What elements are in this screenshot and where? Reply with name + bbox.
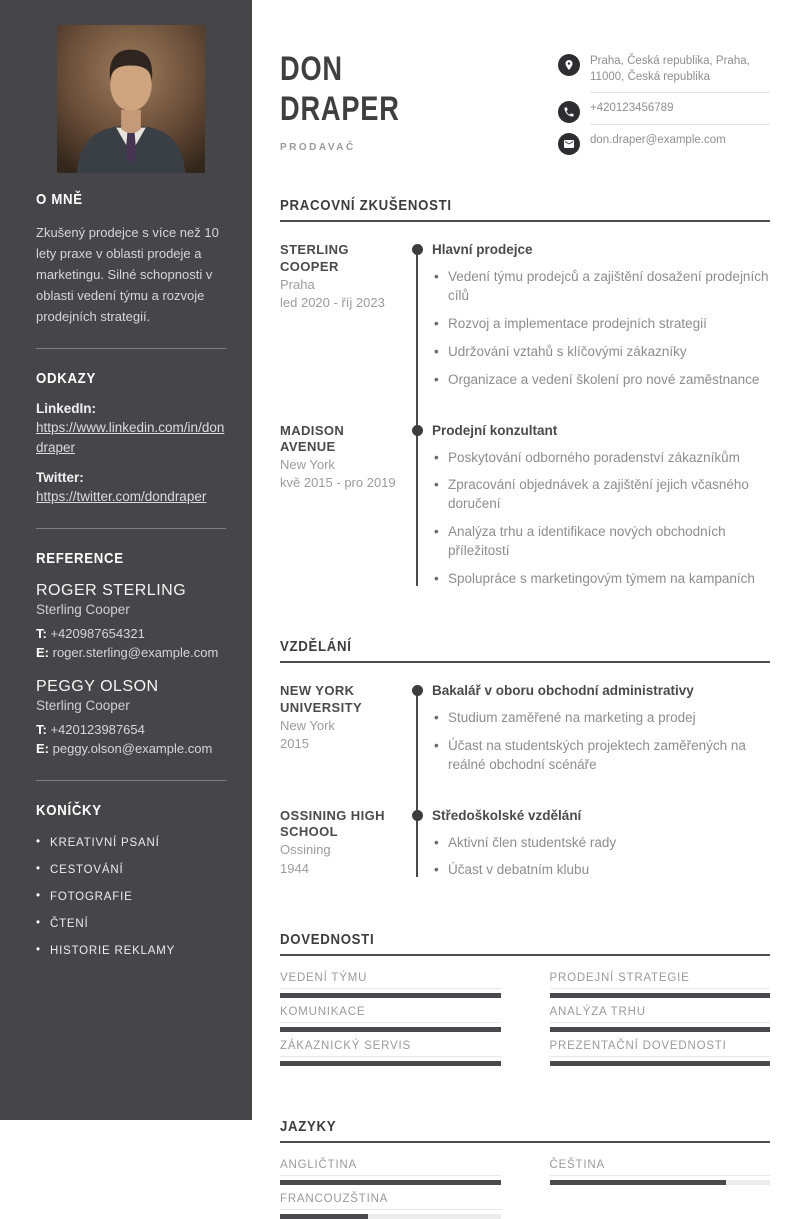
entry-dates: 2015 [280, 735, 309, 751]
education-section [280, 638, 770, 889]
language-item [280, 1193, 501, 1219]
first-name: DON [280, 50, 343, 88]
email-value: roger.sterling@example.com [52, 645, 219, 661]
education-entry [280, 808, 770, 890]
education-entry [280, 683, 770, 784]
skill-label: PRODEJNÍ STRATEGIE [550, 972, 771, 989]
job-title: PRODAVAČ [280, 141, 356, 153]
bullet-item: • Vedení týmu prodejců a zajištění dosažení prodejních cílů [432, 268, 770, 306]
school-location: New York [280, 717, 335, 733]
entry-dates: kvě 2015 - pro 2019 [280, 475, 396, 491]
reference-email [36, 643, 226, 663]
location-icon [558, 54, 580, 76]
contact-block [558, 54, 770, 163]
reference-name: PEGGY OLSON [36, 677, 159, 695]
skills-section [280, 931, 770, 1066]
bullet-item: • Spolupráce s marketingovým týmem na kampaních [432, 570, 770, 589]
email-label: E: [36, 741, 49, 757]
language-item [280, 1159, 501, 1185]
email-text: don.draper@example.com [590, 133, 726, 146]
linkedin-label: LinkedIn: [36, 401, 96, 417]
main-content [252, 0, 794, 1206]
skill-item [550, 1040, 771, 1066]
references-heading: REFERENCE [36, 549, 124, 567]
language-bar [280, 1180, 501, 1185]
hobby-item: • ČTENÍ [36, 918, 226, 930]
phone-value: +420987654321 [50, 625, 145, 641]
timeline-dot [412, 244, 423, 255]
bullet-item: • Aktivní člen studentské rady [432, 834, 770, 853]
references-section [36, 550, 226, 759]
hobbies-heading: KONÍČKY [36, 801, 102, 819]
skill-bar [280, 993, 501, 998]
bullet-item: • Poskytování odborného poradenství zákazníkům [432, 449, 770, 468]
entry-body [416, 683, 770, 784]
language-bar-fill [280, 1180, 501, 1185]
link-item-linkedin [36, 401, 226, 457]
bullet-item: • Studium zaměřené na marketing a prodej [432, 709, 770, 728]
link-item-twitter [36, 470, 226, 507]
sidebar [0, 0, 252, 1120]
reference-email [36, 739, 226, 759]
skill-bar [550, 993, 771, 998]
email-icon [558, 133, 580, 155]
experience-heading: PRACOVNÍ ZKUŠENOSTI [280, 197, 452, 215]
section-rule [280, 1141, 770, 1143]
language-label: ANGLIČTINA [280, 1159, 501, 1176]
reference-company: Sterling Cooper [36, 601, 130, 617]
skill-item [550, 972, 771, 998]
resume-header [280, 50, 770, 163]
timeline-dot [412, 685, 423, 696]
skill-bar [280, 1027, 501, 1032]
reference-item [36, 678, 226, 759]
skill-bar-fill [280, 1061, 501, 1066]
experience-entry [280, 423, 770, 598]
language-bar-fill [280, 1214, 368, 1219]
links-heading: ODKAZY [36, 370, 96, 388]
skill-label: VEDENÍ TÝMU [280, 972, 501, 989]
skill-item [280, 1006, 501, 1032]
skill-item [550, 1006, 771, 1032]
entry-meta [280, 808, 416, 890]
reference-phone [36, 720, 226, 740]
entry-bullets [432, 268, 770, 389]
school-location: Ossining [280, 842, 331, 858]
skill-bar-fill [550, 993, 771, 998]
company-name: STERLING COOPER [280, 242, 349, 274]
email-label: E: [36, 645, 49, 661]
location-text: Praha, Česká republika, Praha, 11000, Česká republika [590, 54, 770, 93]
bullet-item: • Analýza trhu a identifikace nových obchodních příležitostí [432, 523, 770, 561]
entry-body [416, 423, 770, 598]
bullet-item: • Účast v debatním klubu [432, 861, 770, 880]
hobby-list [36, 837, 226, 957]
last-name: DRAPER [280, 89, 400, 128]
skill-bar [280, 1061, 501, 1066]
skill-label: PREZENTAČNÍ DOVEDNOSTI [550, 1040, 771, 1057]
twitter-link[interactable]: https://twitter.com/dondraper [36, 489, 207, 505]
section-rule [280, 220, 770, 222]
experience-entry [280, 242, 770, 398]
portrait-image [57, 25, 205, 173]
reference-item [36, 582, 226, 663]
phone-text: +420123456789 [590, 101, 770, 125]
bullet-item: • Rozvoj a implementace prodejních strategií [432, 315, 770, 334]
company-location: Praha [280, 276, 315, 292]
skill-bar-fill [280, 1027, 501, 1032]
company-location: New York [280, 457, 335, 473]
phone-value: +420123987654 [50, 721, 145, 737]
entry-dates: led 2020 - říj 2023 [280, 295, 385, 311]
skill-label: ZÁKAZNICKÝ SERVIS [280, 1040, 501, 1057]
entry-meta [280, 423, 416, 598]
education-entries [280, 683, 770, 889]
section-rule [280, 954, 770, 956]
skill-item [280, 972, 501, 998]
reference-name: ROGER STERLING [36, 581, 187, 599]
entry-dates: 1944 [280, 860, 309, 876]
skill-bar-fill [550, 1061, 771, 1066]
links-section [36, 370, 226, 507]
language-label: ČEŠTINA [550, 1159, 771, 1176]
entry-body [416, 242, 770, 398]
sidebar-divider [36, 528, 226, 529]
contact-email-row [558, 133, 770, 156]
linkedin-link[interactable]: https://www.linkedin.com/in/dondraper [36, 420, 225, 455]
degree-title: Středoškolské vzdělání [432, 807, 582, 823]
skill-label: ANALÝZA TRHU [550, 1006, 771, 1023]
timeline-dot [412, 810, 423, 821]
about-section [36, 191, 226, 327]
about-heading: O MNĚ [36, 191, 83, 208]
skill-item [280, 1040, 501, 1066]
entry-meta [280, 683, 416, 784]
position-title: Hlavní prodejce [432, 242, 533, 258]
timeline-dot [412, 425, 423, 436]
hobbies-section [36, 802, 226, 957]
hobby-item: • FOTOGRAFIE [36, 891, 226, 903]
skill-bar-fill [280, 993, 501, 998]
language-bar-fill [550, 1180, 726, 1185]
contact-phone-row [558, 101, 770, 125]
entry-bullets [432, 834, 770, 881]
experience-section [280, 197, 770, 598]
about-text: Zkušený prodejce s více než 10 lety praxe v oblasti prodeje a marketingu. Silné schopnosti v oblasti vedení týmu a rozvoje prodejních strategií. [36, 225, 219, 325]
entry-body [416, 808, 770, 890]
entry-meta [280, 242, 416, 398]
languages-section [280, 1118, 770, 1219]
bullet-item: • Zpracování objednávek a zajištění jejich včasného doručení [432, 476, 770, 514]
reference-phone [36, 624, 226, 644]
skill-label: KOMUNIKACE [280, 1006, 501, 1023]
experience-entries [280, 242, 770, 598]
education-heading: VZDĚLÁNÍ [280, 637, 352, 655]
skill-bar [550, 1027, 771, 1032]
phone-label: T: [36, 721, 47, 737]
twitter-label: Twitter: [36, 470, 84, 486]
bullet-item: • Udržování vztahů s klíčovými zákazníky [432, 343, 770, 362]
section-rule [280, 661, 770, 663]
entry-bullets [432, 449, 770, 589]
position-title: Prodejní konzultant [432, 422, 558, 438]
hobby-item: • CESTOVÁNÍ [36, 864, 226, 876]
languages-grid [280, 1159, 770, 1219]
language-label: FRANCOUZŠTINA [280, 1193, 501, 1210]
languages-heading: JAZYKY [280, 1118, 337, 1136]
entry-bullets [432, 709, 770, 775]
language-item [550, 1159, 771, 1185]
bullet-item: • Organizace a vedení školení pro nové zaměstnance [432, 371, 770, 390]
degree-title: Bakalář v oboru obchodní administrativy [432, 682, 694, 698]
language-bar [280, 1214, 501, 1219]
company-name: MADISON AVENUE [280, 422, 345, 455]
school-name: OSSINING HIGH SCHOOL [280, 807, 385, 840]
phone-icon [558, 101, 580, 123]
bullet-item: • Účast na studentských projektech zaměřených na reálné obchodní scénáře [432, 737, 770, 775]
reference-company: Sterling Cooper [36, 697, 130, 713]
language-bar [550, 1180, 771, 1185]
school-name: NEW YORK UNIVERSITY [280, 682, 363, 715]
phone-label: T: [36, 625, 47, 641]
name-block [280, 50, 430, 163]
email-value: peggy.olson@example.com [52, 741, 213, 757]
hobby-item: • HISTORIE REKLAMY [36, 945, 226, 957]
skill-bar-fill [550, 1027, 771, 1032]
contact-location-row [558, 54, 770, 93]
sidebar-divider [36, 348, 226, 349]
sidebar-divider [36, 780, 226, 781]
skill-bar [550, 1061, 771, 1066]
person-name [280, 50, 430, 130]
hobby-item: • KREATIVNÍ PSANÍ [36, 837, 226, 849]
skills-grid [280, 972, 770, 1066]
skills-heading: DOVEDNOSTI [280, 931, 375, 949]
profile-photo [57, 25, 205, 173]
